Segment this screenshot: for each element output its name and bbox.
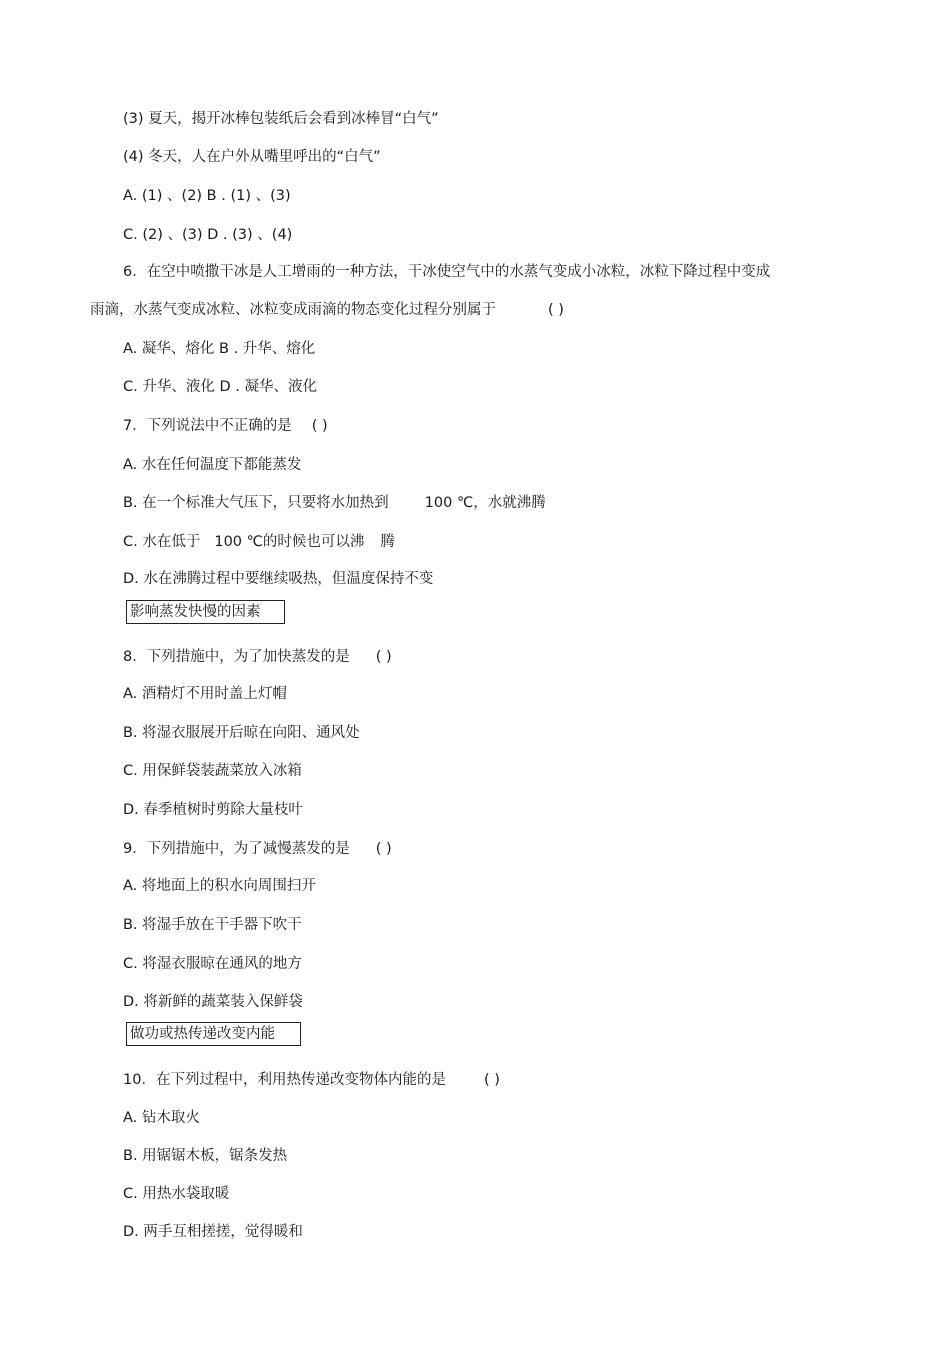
q9-answer-paren: ( ) [375, 841, 392, 857]
q7-option-d: D. 水在沸腾过程中要继续吸热，但温度保持不变 [123, 571, 434, 587]
q7-option-c-end: 腾 [380, 534, 395, 550]
q7-option-c [123, 532, 395, 552]
q10-answer-paren: ( ) [483, 1072, 500, 1088]
q9-stem [123, 839, 392, 859]
q10-stem [123, 1070, 500, 1090]
q7-option-b-text: B. 在一个标准大气压下，只要将水加热到 [123, 495, 389, 511]
q7-option-b [123, 493, 546, 513]
q7-answer-paren: ( ) [311, 418, 328, 434]
q8-option-d: D. 春季植树时剪除大量枝叶 [123, 802, 303, 818]
q10-option-a: A. 钻木取火 [123, 1110, 200, 1126]
q9-option-b: B. 将湿手放在干手器下吹干 [123, 917, 302, 933]
q5-options-cd: C. (2) 、(3) D . (3) 、(4) [123, 227, 293, 243]
q8-option-b: B. 将湿衣服展开后晾在向阳、通风处 [123, 725, 360, 741]
question-item-4: (4) 冬天，人在户外从嘴里呼出的“白气” [123, 149, 381, 165]
q9-option-c: C. 将湿衣服晾在通风的地方 [123, 956, 302, 972]
q6-stem-text: 雨滴，水蒸气变成冰粒、冰粒变成雨滴的物态变化过程分别属于 [90, 302, 496, 318]
q7-option-c-temp: 100 ℃的时候也可以沸 [214, 534, 365, 550]
q6-stem-line-1: 6．在空中喷撒干冰是人工增雨的一种方法，干冰使空气中的水蒸气变成小冰粒，冰粒下降过程中变成 [123, 264, 771, 280]
q7-stem [123, 416, 328, 436]
q6-answer-paren: ( ) [548, 302, 564, 318]
q8-stem-text: 8．下列措施中，为了加快蒸发的是 [123, 649, 350, 665]
q9-option-a: A. 将地面上的积水向周围扫开 [123, 878, 316, 894]
q10-option-c: C. 用热水袋取暖 [123, 1186, 230, 1202]
question-item-3: (3) 夏天，揭开冰棒包装纸后会看到冰棒冒“白气” [123, 111, 439, 127]
q7-option-c-text: C. 水在低于 [123, 534, 201, 550]
q10-stem-text: 10．在下列过程中，利用热传递改变物体内能的是 [123, 1072, 446, 1088]
q6-options-ab: A. 凝华、熔化 B . 升华、熔化 [123, 341, 316, 357]
q8-stem [123, 647, 392, 667]
q10-option-b: B. 用锯锯木板，锯条发热 [123, 1148, 288, 1164]
q8-option-c: C. 用保鲜袋装蔬菜放入冰箱 [123, 763, 302, 779]
q10-option-d: D. 两手互相搓搓，觉得暖和 [123, 1224, 303, 1240]
q7-stem-text: 7．下列说法中不正确的是 [123, 418, 292, 434]
section-heading-internal-energy: 做功或热传递改变内能 [126, 1022, 301, 1046]
section-heading-evaporation: 影响蒸发快慢的因素 [126, 600, 285, 624]
q8-option-a: A. 酒精灯不用时盖上灯帽 [123, 686, 287, 702]
q6-stem-line-2 [90, 300, 564, 320]
q8-answer-paren: ( ) [375, 649, 392, 665]
q7-option-b-temp: 100 ℃，水就沸腾 [424, 495, 546, 511]
q5-options-ab: A. (1) 、(2) B . (1) 、(3) [123, 188, 291, 204]
q6-options-cd: C. 升华、液化 D . 凝华、液化 [123, 379, 317, 395]
q7-option-a: A. 水在任何温度下都能蒸发 [123, 457, 302, 473]
q9-stem-text: 9．下列措施中，为了减慢蒸发的是 [123, 841, 350, 857]
q9-option-d: D. 将新鲜的蔬菜装入保鲜袋 [123, 994, 303, 1010]
